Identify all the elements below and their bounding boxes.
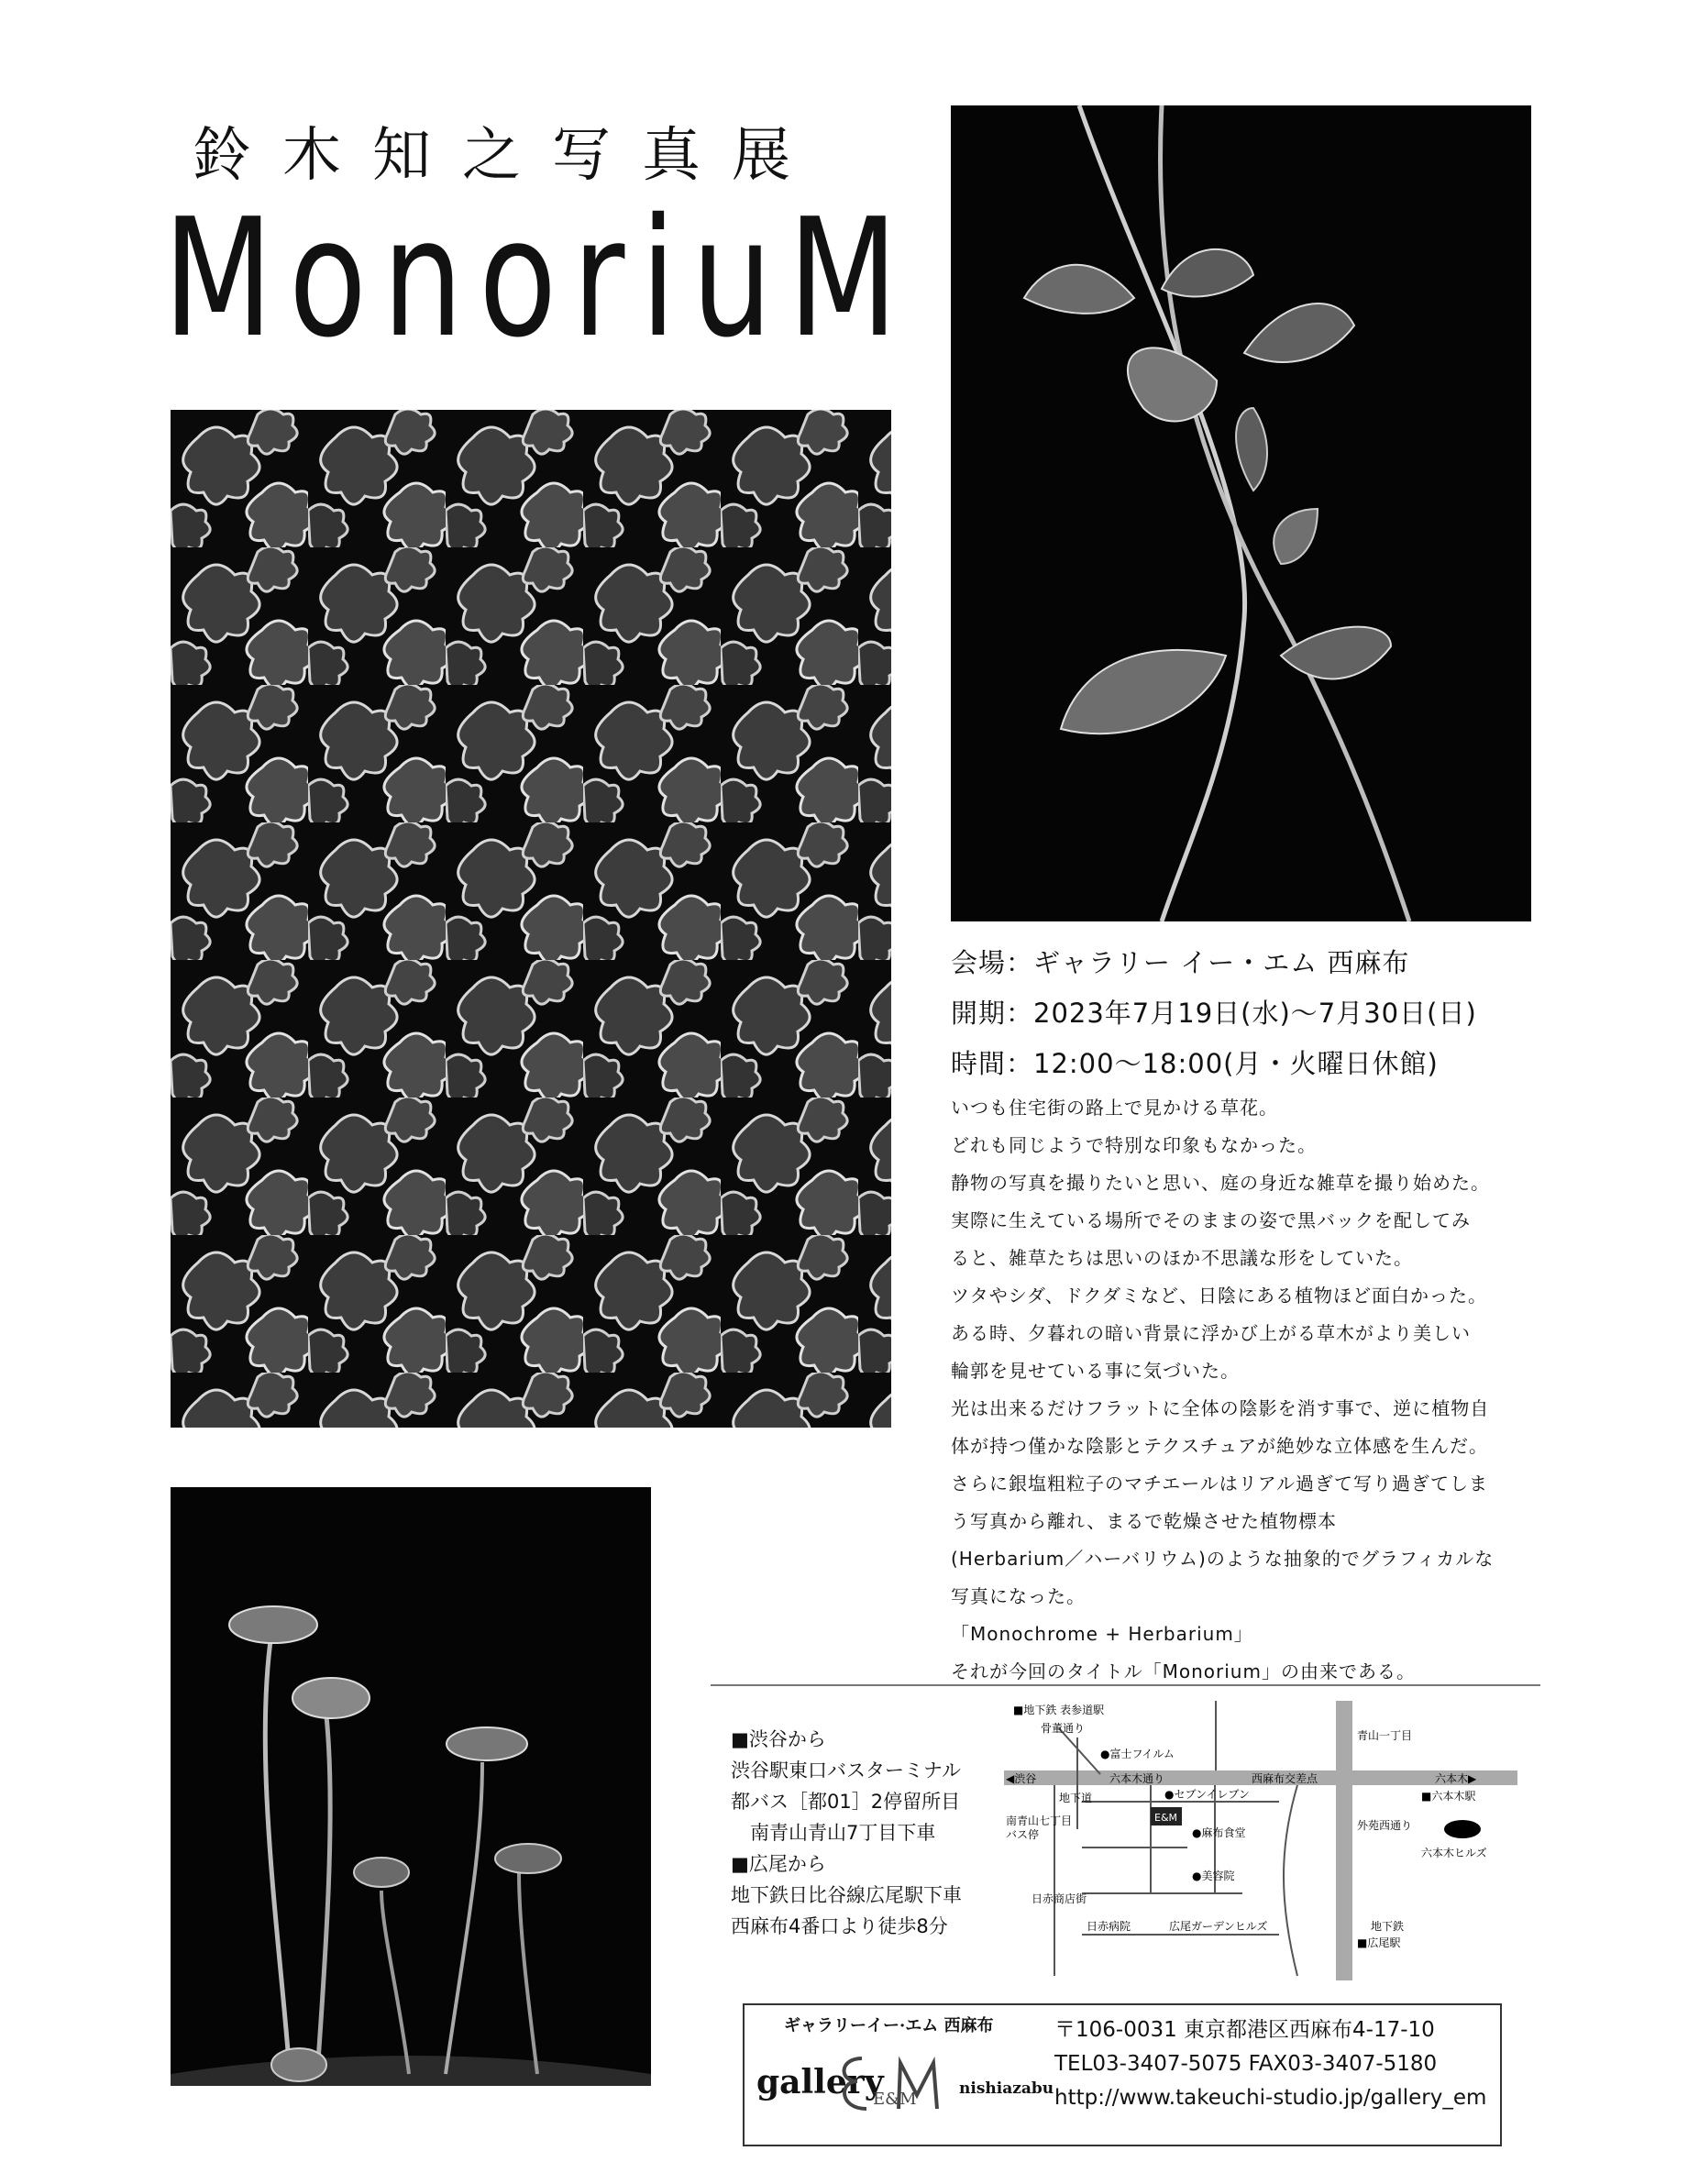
statement-line: 写真になった。 [951, 1585, 1086, 1607]
map-label: 骨董通り [1041, 1722, 1086, 1735]
map-label: ■広尾駅 [1357, 1936, 1401, 1949]
access-heading-shibuya: ■渋谷から [731, 1728, 826, 1750]
statement-line: 輪郭を見せている事に気づいた。 [951, 1360, 1240, 1382]
access-line: 都バス［都01］2停留所目 [731, 1791, 961, 1813]
map-label: 日赤病院 [1087, 1920, 1131, 1933]
map-label: ●富士フイルム [1100, 1748, 1175, 1760]
info-period: 開期：2023年7月19日(水)～7月30日(日) [951, 998, 1477, 1029]
map-label: 地下鉄 [1371, 1920, 1405, 1933]
map-label: 六本木通り [1109, 1772, 1165, 1785]
info-venue: 会場：ギャラリー イー・エム 西麻布 [951, 947, 1410, 978]
gallery-name-jp: ギャラリーイー·エム 西麻布 [784, 2016, 994, 2035]
photo-vine [951, 105, 1531, 921]
gallery-tel-fax: TEL03-3407-5075 FAX03-3407-5180 [1054, 2052, 1438, 2076]
gallery-name-word: gallery [756, 2063, 884, 2101]
map-label: 地下道 [1059, 1792, 1093, 1804]
map-roads [1004, 1701, 1517, 1980]
access-heading-hiroo: ■広尾から [731, 1853, 826, 1875]
map-label: 西麻布交差点 [1252, 1772, 1318, 1785]
access-line: 渋谷駅東口バスターミナル [731, 1759, 961, 1781]
map-label: 南青山七丁目 [1006, 1814, 1073, 1827]
map-label: ●セブンイレブン [1164, 1788, 1250, 1801]
exhibition-title: MonoriuM [163, 183, 914, 373]
photo-oak-leaves [171, 410, 891, 1428]
roppongi-hills-marker [1444, 1820, 1481, 1838]
statement-line: 体が持つ僅かな陰影とテクスチュアが絶妙な立体感を生んだ。 [951, 1435, 1488, 1457]
statement-line: それが今回のタイトル「Monorium」の由来である。 [951, 1660, 1416, 1682]
logo-text: E&M [873, 2090, 917, 2109]
access-line: 南青山青山7丁目下車 [731, 1822, 936, 1844]
map-label: バス停 [1006, 1828, 1040, 1841]
access-map [1004, 1701, 1517, 1980]
gallery-address-block [1054, 2013, 1486, 2115]
map-label: ■六本木駅 [1421, 1790, 1476, 1803]
statement-line: どれも同じようで特別な印象もなかった。 [951, 1134, 1317, 1156]
map-label: 外苑西通り [1357, 1819, 1413, 1832]
access-line: 地下鉄日比谷線広尾駅下車 [731, 1884, 962, 1906]
map-label: ■地下鉄 表参道駅 [1013, 1704, 1105, 1716]
artist-statement [951, 1089, 1556, 1691]
statement-line: ると、雑草たちは思いのほか不思議な形をしていた。 [951, 1247, 1413, 1269]
statement-line: 光は出来るだけフラットに全体の陰影を消す事で、逆に植物自 [951, 1397, 1490, 1419]
access-directions [731, 1724, 962, 1942]
map-label: ●麻布食堂 [1192, 1826, 1246, 1839]
map-label: ●美容院 [1192, 1870, 1235, 1882]
map-label: 六本木▶ [1435, 1772, 1477, 1785]
statement-line: ある時、夕暮れの暗い背景に浮かび上がる草木がより美しい [951, 1322, 1471, 1344]
access-line: 西麻布4番口より徒歩8分 [731, 1915, 948, 1937]
statement-line: う写真から離れ、まるで乾燥させた植物標本 [951, 1510, 1337, 1532]
statement-line: ツタやシダ、ドクダミなど、日陰にある植物ほど面白かった。 [951, 1285, 1487, 1307]
info-hours: 時間：12:00～18:00(月・火曜日休館) [951, 1048, 1439, 1079]
map-label: 日赤商店街 [1032, 1892, 1087, 1905]
map-label: 六本木ヒルズ [1421, 1847, 1487, 1859]
statement-line: さらに銀塩粗粒子のマチエールはリアル過ぎて写り過ぎてしま [951, 1473, 1488, 1495]
gallery-name-suffix: nishiazabu [959, 2079, 1054, 2098]
gallery-address: 〒106-0031 東京都港区西麻布4-17-10 [1054, 2018, 1435, 2042]
map-label: E&M [1154, 1812, 1178, 1824]
statement-line: 実際に生えている場所でそのままの姿で黒バックを配してみ [951, 1209, 1471, 1231]
gallery-logo [834, 2040, 954, 2123]
map-label: ◀渋谷 [1006, 1772, 1037, 1785]
divider [711, 1684, 1540, 1686]
statement-line: 静物の写真を撮りたいと思い、庭の身近な雑草を撮り始めた。 [951, 1172, 1490, 1194]
map-label: 青山一丁目 [1357, 1729, 1413, 1742]
map-label: 広尾ガーデンヒルズ [1169, 1920, 1268, 1933]
statement-line: いつも住宅街の路上で見かける草花。 [951, 1097, 1278, 1119]
statement-line: (Herbarium／ハーバリウム)のような抽象的でグラフィカルな [951, 1548, 1495, 1570]
exhibition-subtitle: 鈴木知之写真展 [193, 122, 822, 190]
photo-sprouts [171, 1487, 651, 2086]
statement-line: 「Monochrome + Herbarium」 [951, 1623, 1253, 1645]
gallery-url[interactable]: http://www.takeuchi-studio.jp/gallery_em [1054, 2086, 1487, 2110]
